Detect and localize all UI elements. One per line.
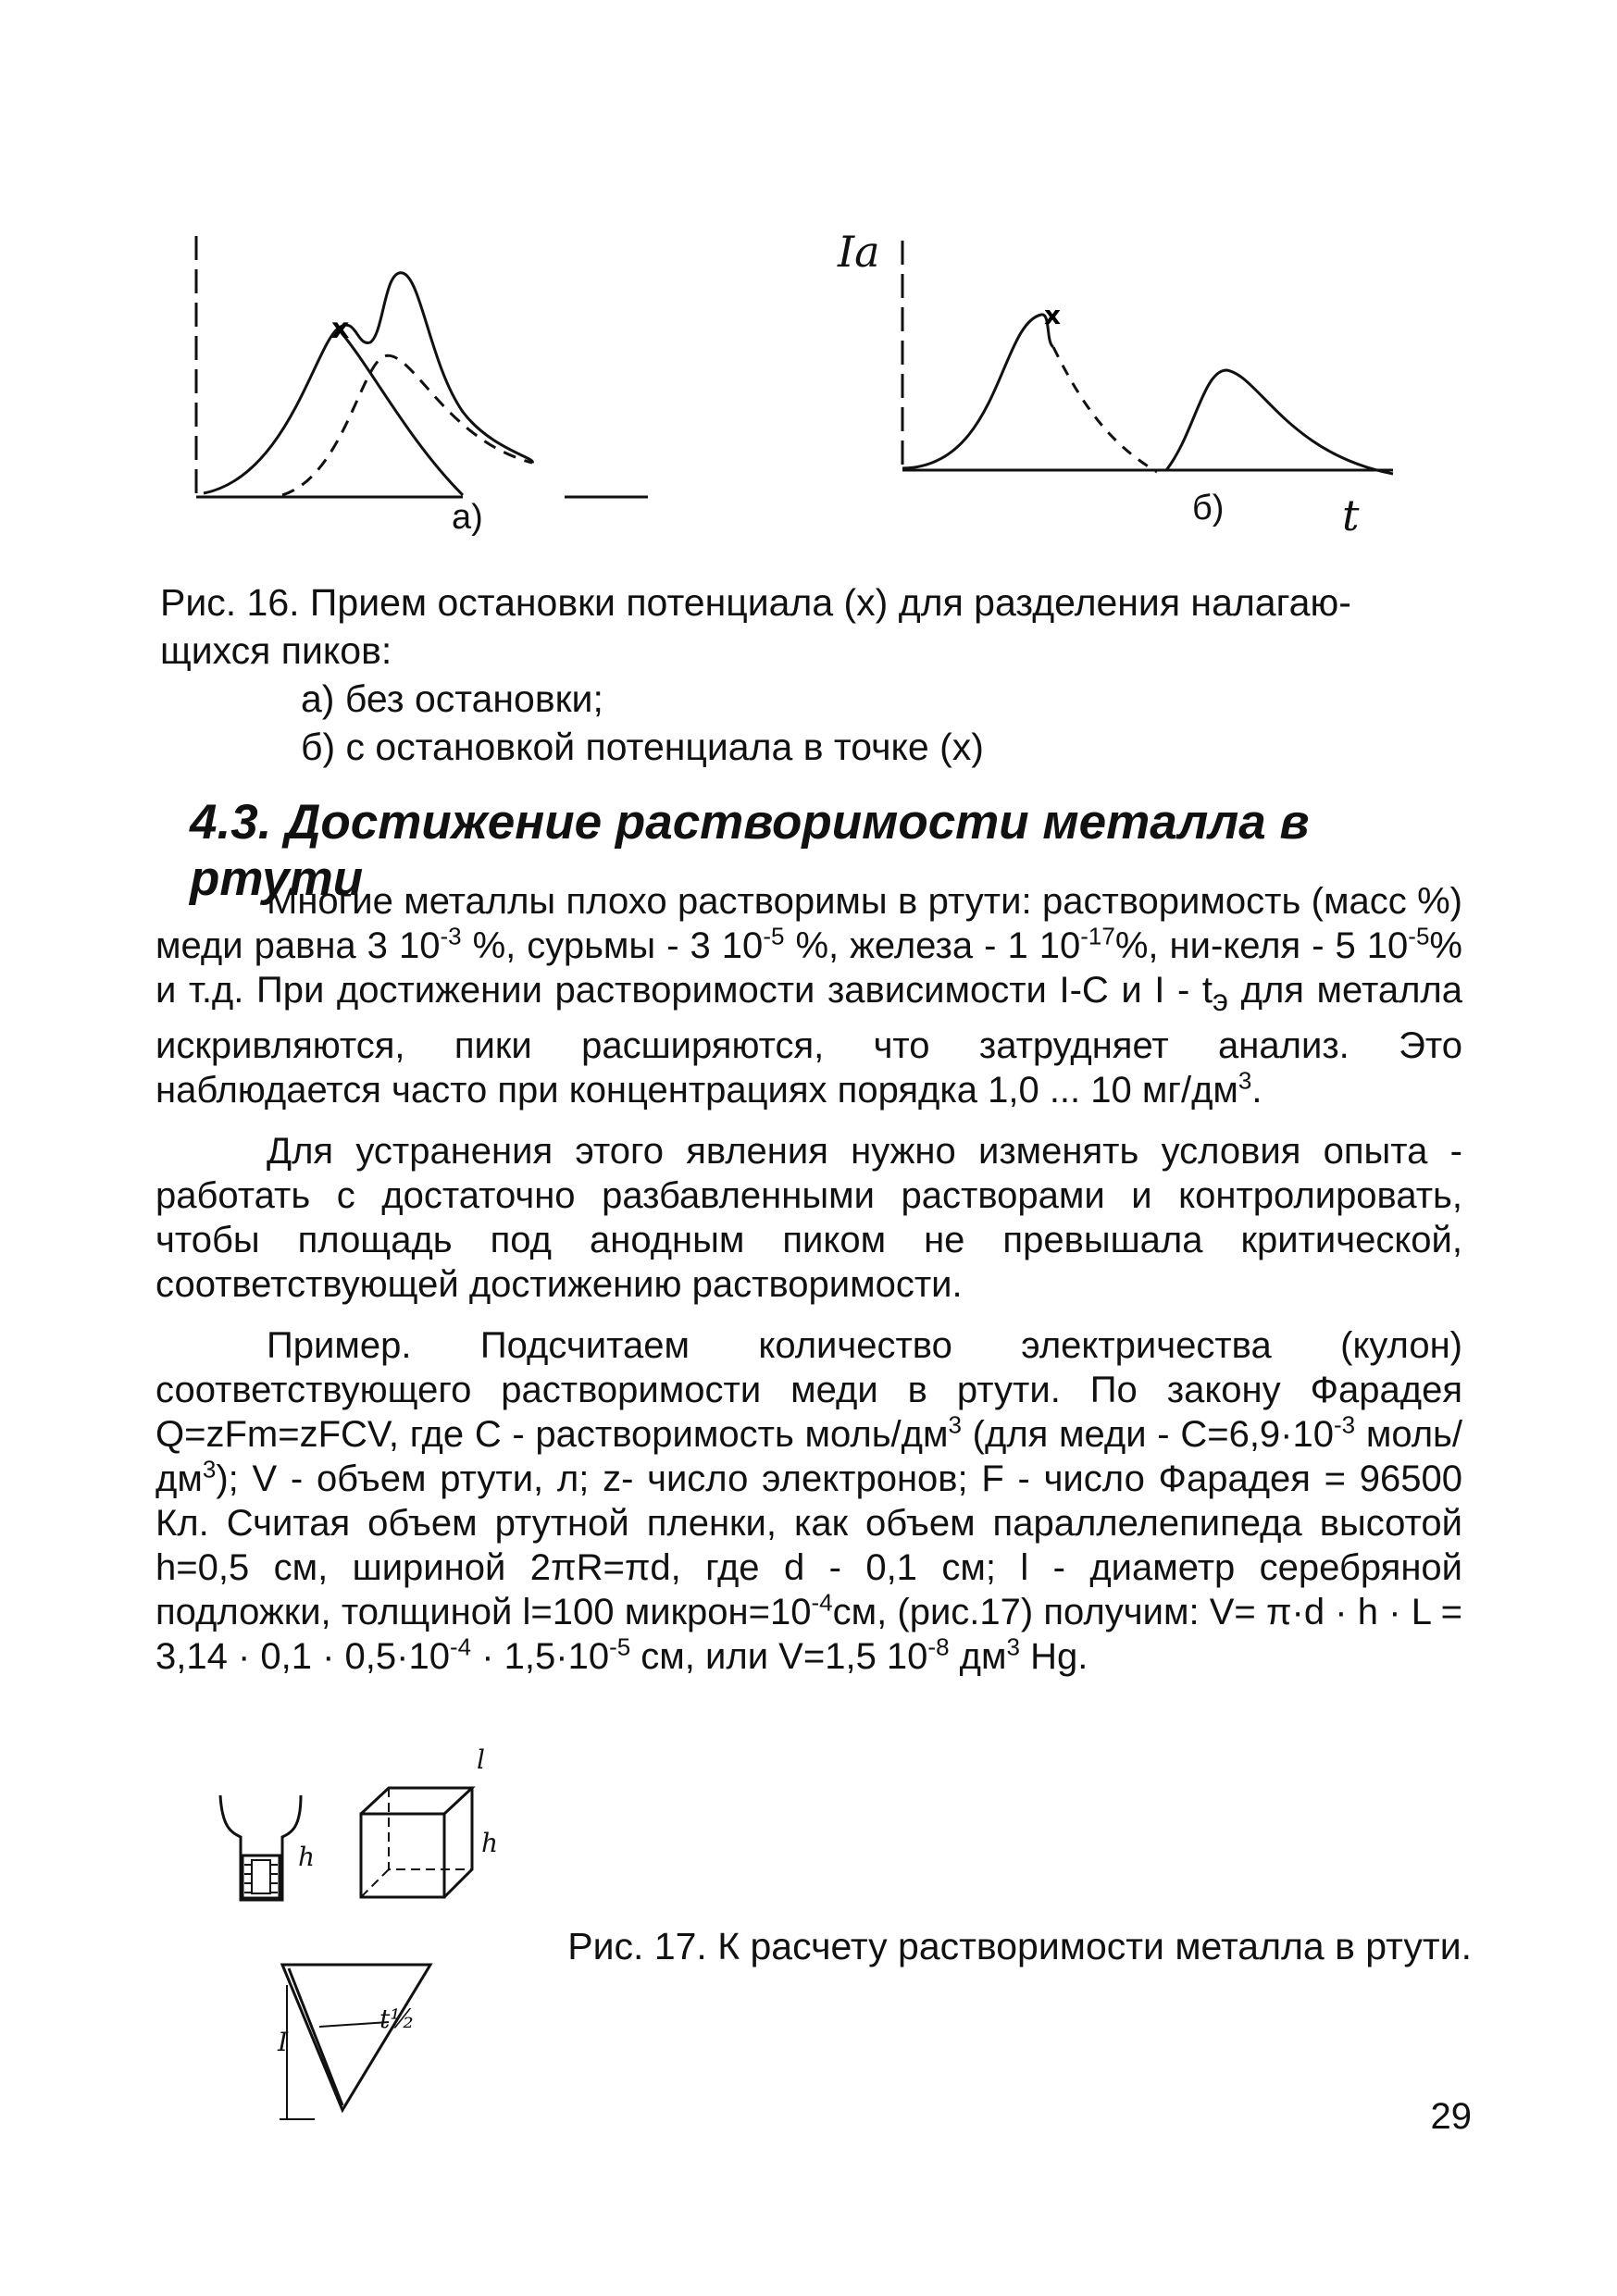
figure-16a-label: а): [452, 498, 483, 537]
caption16-line2: щихся пиков:: [160, 629, 392, 672]
figure-16a-marker: x: [331, 313, 350, 345]
figure-16-caption: [160, 578, 1410, 771]
caption16-item-b: б) с остановкой потенциала в точке (х): [301, 726, 984, 768]
caption16-line1: Рис. 16. Прием остановки потенциала (х) для разделения налагаю-: [160, 581, 1351, 624]
body-text: [155, 879, 1462, 1695]
caption16-item-a: а) без остановки;: [301, 677, 603, 720]
figure-16b-peak1: [902, 315, 1053, 468]
figure-17-peak-triangle: [278, 1957, 463, 2124]
figure-16a: [185, 227, 666, 532]
figure-17-triangle-t: t½: [379, 2004, 416, 2034]
figure-16b-label: б): [1192, 489, 1225, 527]
figure-17-triangle-I: I: [278, 2027, 289, 2057]
figure-17-parallelepiped-l: l: [477, 1744, 485, 1775]
figure-17-caption: Рис. 17. К расчету растворимости металла в ртути.: [567, 1925, 1472, 1967]
figure-16b-x-label: t: [1342, 490, 1360, 540]
figure-16b-marker: x: [1044, 300, 1062, 330]
figure-17-parallelepiped: [352, 1777, 491, 1906]
figure-16a-sum-curve: [204, 273, 532, 493]
section-heading: 4.3. Достижение растворимости металла в ртути: [190, 795, 1310, 906]
page-number: 29: [1430, 2096, 1472, 2137]
paragraph-2: Для устранения этого явления нужно изменять условия опыта - работать с достаточно разбавленными растворами и контролировать, чтобы площадь под анодным пиком не превышала критической, соответствующей достижению растворимости.: [155, 1131, 1462, 1305]
figure-16b: [889, 231, 1407, 509]
figure-16b-peak1-dashed: [1053, 347, 1157, 472]
figure-16b-peak2: [1166, 370, 1393, 474]
figure-16b-y-label: Iа: [838, 227, 880, 277]
figure-16a-peak1: [338, 329, 463, 495]
figure-17-parallelepiped-h: h: [481, 1828, 499, 1858]
paragraph-3: Пример. Подсчитаем количество электричества (кулон) соответствующего растворимости меди в ртути. По закону Фарадея Q=zFm=zFCV, где С - растворимость моль/$дм^3$ (для меди - $С=6,9\cdot 10^{-3}$ моль/$дм^3$); V - объем ртути, л; z- число электронов; F - число Фарадея = 96500 Кл. Считая объем ртутной пленки, как объем параллелепипеда высотой h=0,5 см, шириной 2πR=πd, где d - 0,1 см; l - диаметр серебряной подложки, толщиной l=100 $микрон=10^{-4}см$, (рис.17) получим: $V= \pi\cdot d \cdot h \cdot L = 3,14 \cdot 0,1 \cdot 0,5\cdot 10^{-4} \cdot 1,5\cdot 10^{-5}$ см, или V=1,5 $10^{-8}$ $дм^3$ Hg.: [155, 1325, 1462, 1677]
figure-17-electrode-h: h: [298, 1842, 316, 1872]
paragraph-1: Многие металлы плохо растворимы в ртути: растворимость (масс %) меди равна 3 $10^{-3}$ %, сурьмы - 3 $10^{-5}$ %, железа - 1 $10^{-17}\%$, ни-келя - 5 $10^{-5}\%$ и т.д. При достижении растворимости зависимости I-С и I - $t_э$ для металла искривляются, пики расширяются, что затрудняет анализ. Это наблюдается часто при концентрациях порядка 1,0 ... 10 $мг/дм^3$.: [155, 881, 1462, 1111]
